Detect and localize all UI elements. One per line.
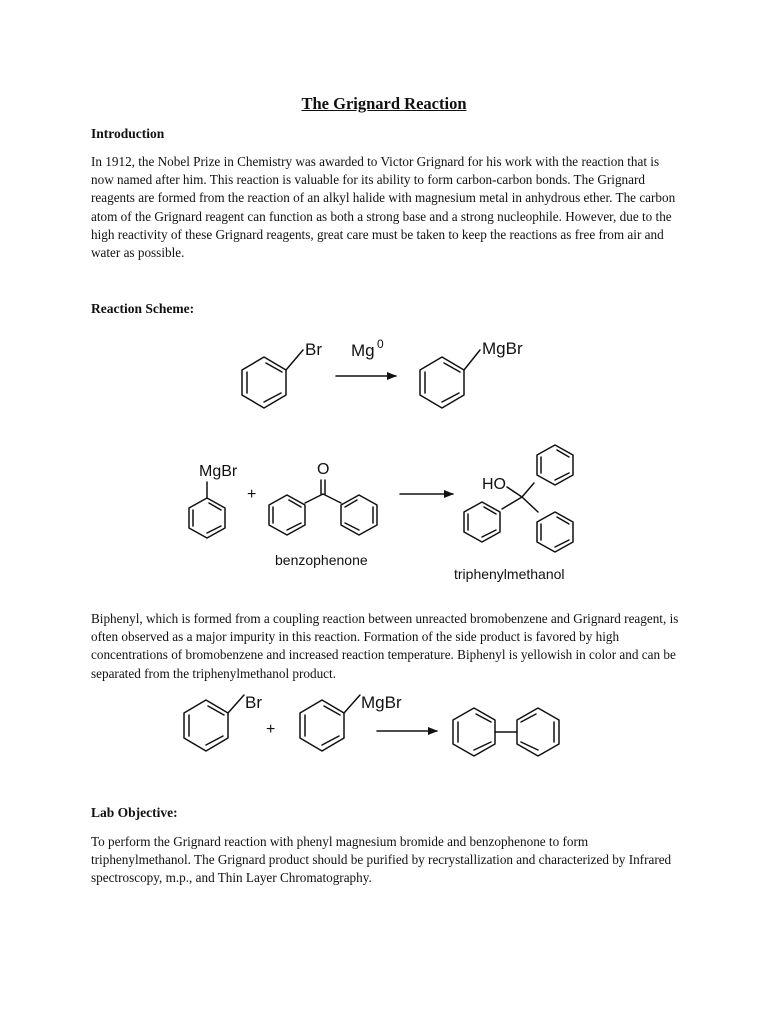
triphenylmethanol-label: triphenylmethanol	[454, 566, 565, 582]
lab-objective-paragraph: To perform the Grignard reaction with phenyl magnesium bromide and benzophenone to form triphenylmethanol. The Grignard product should be purified by recrystallization and characterized by Infrared spectroscopy, m.p., and Thin Layer Chromatography.	[91, 834, 672, 886]
oxygen-label: O	[317, 461, 330, 478]
benzophenone-structure	[269, 480, 377, 535]
bromine-label: Br	[245, 693, 262, 712]
phenylmagnesium-bromide-ring	[300, 695, 360, 751]
mgbr-label: MgBr	[361, 693, 402, 712]
phenylmagnesium-bromide-ring	[189, 482, 225, 538]
lab-objective-heading: Lab Objective:	[91, 805, 178, 820]
triphenylmethanol-structure	[464, 445, 573, 552]
hydroxyl-label: HO	[482, 476, 506, 493]
benzophenone-label: benzophenone	[275, 552, 368, 568]
bromobenzene-ring	[184, 695, 244, 751]
mgbr-label: MgBr	[199, 463, 238, 480]
magnesium-label: Mg	[351, 341, 375, 360]
mgbr-label: MgBr	[482, 339, 523, 358]
biphenyl-paragraph: Biphenyl, which is formed from a coupling reaction between unreacted bromobenzene and Grignard reagent, is often observed as a major impurity in this reaction. Formation of the side product is favored by high concentrations of bromobenzene and increased reaction temperature. Biphenyl is yellowish in color and can be separated from the triphenylmethanol product.	[91, 611, 679, 681]
reaction-scheme-heading: Reaction Scheme:	[91, 301, 195, 316]
document-title: The Grignard Reaction	[301, 94, 467, 113]
plus-sign: +	[266, 721, 276, 738]
introduction-heading: Introduction	[91, 126, 165, 141]
bromine-label: Br	[305, 340, 322, 359]
biphenyl-structure	[453, 708, 559, 756]
magnesium-oxidation-state: 0	[377, 337, 384, 351]
bromobenzene-ring	[242, 350, 303, 408]
phenylmagnesium-bromide-ring	[420, 350, 480, 408]
introduction-paragraph: In 1912, the Nobel Prize in Chemistry was awarded to Victor Grignard for his work with the reaction that is now named after him. This reaction is valuable for its ability to form carbon-carbon bonds. The Grignard reagents are formed from the reaction of an alkyl halide with magnesium metal in anhydrous ether. The carbon atom of the Grignard reagent can function as both a strong base and a strong nucleophile. However, due to the high reactivity of these Grignard reagents, great care must be taken to keep the reactions as free from air and water as possible.	[91, 154, 676, 261]
plus-sign: +	[247, 486, 257, 503]
